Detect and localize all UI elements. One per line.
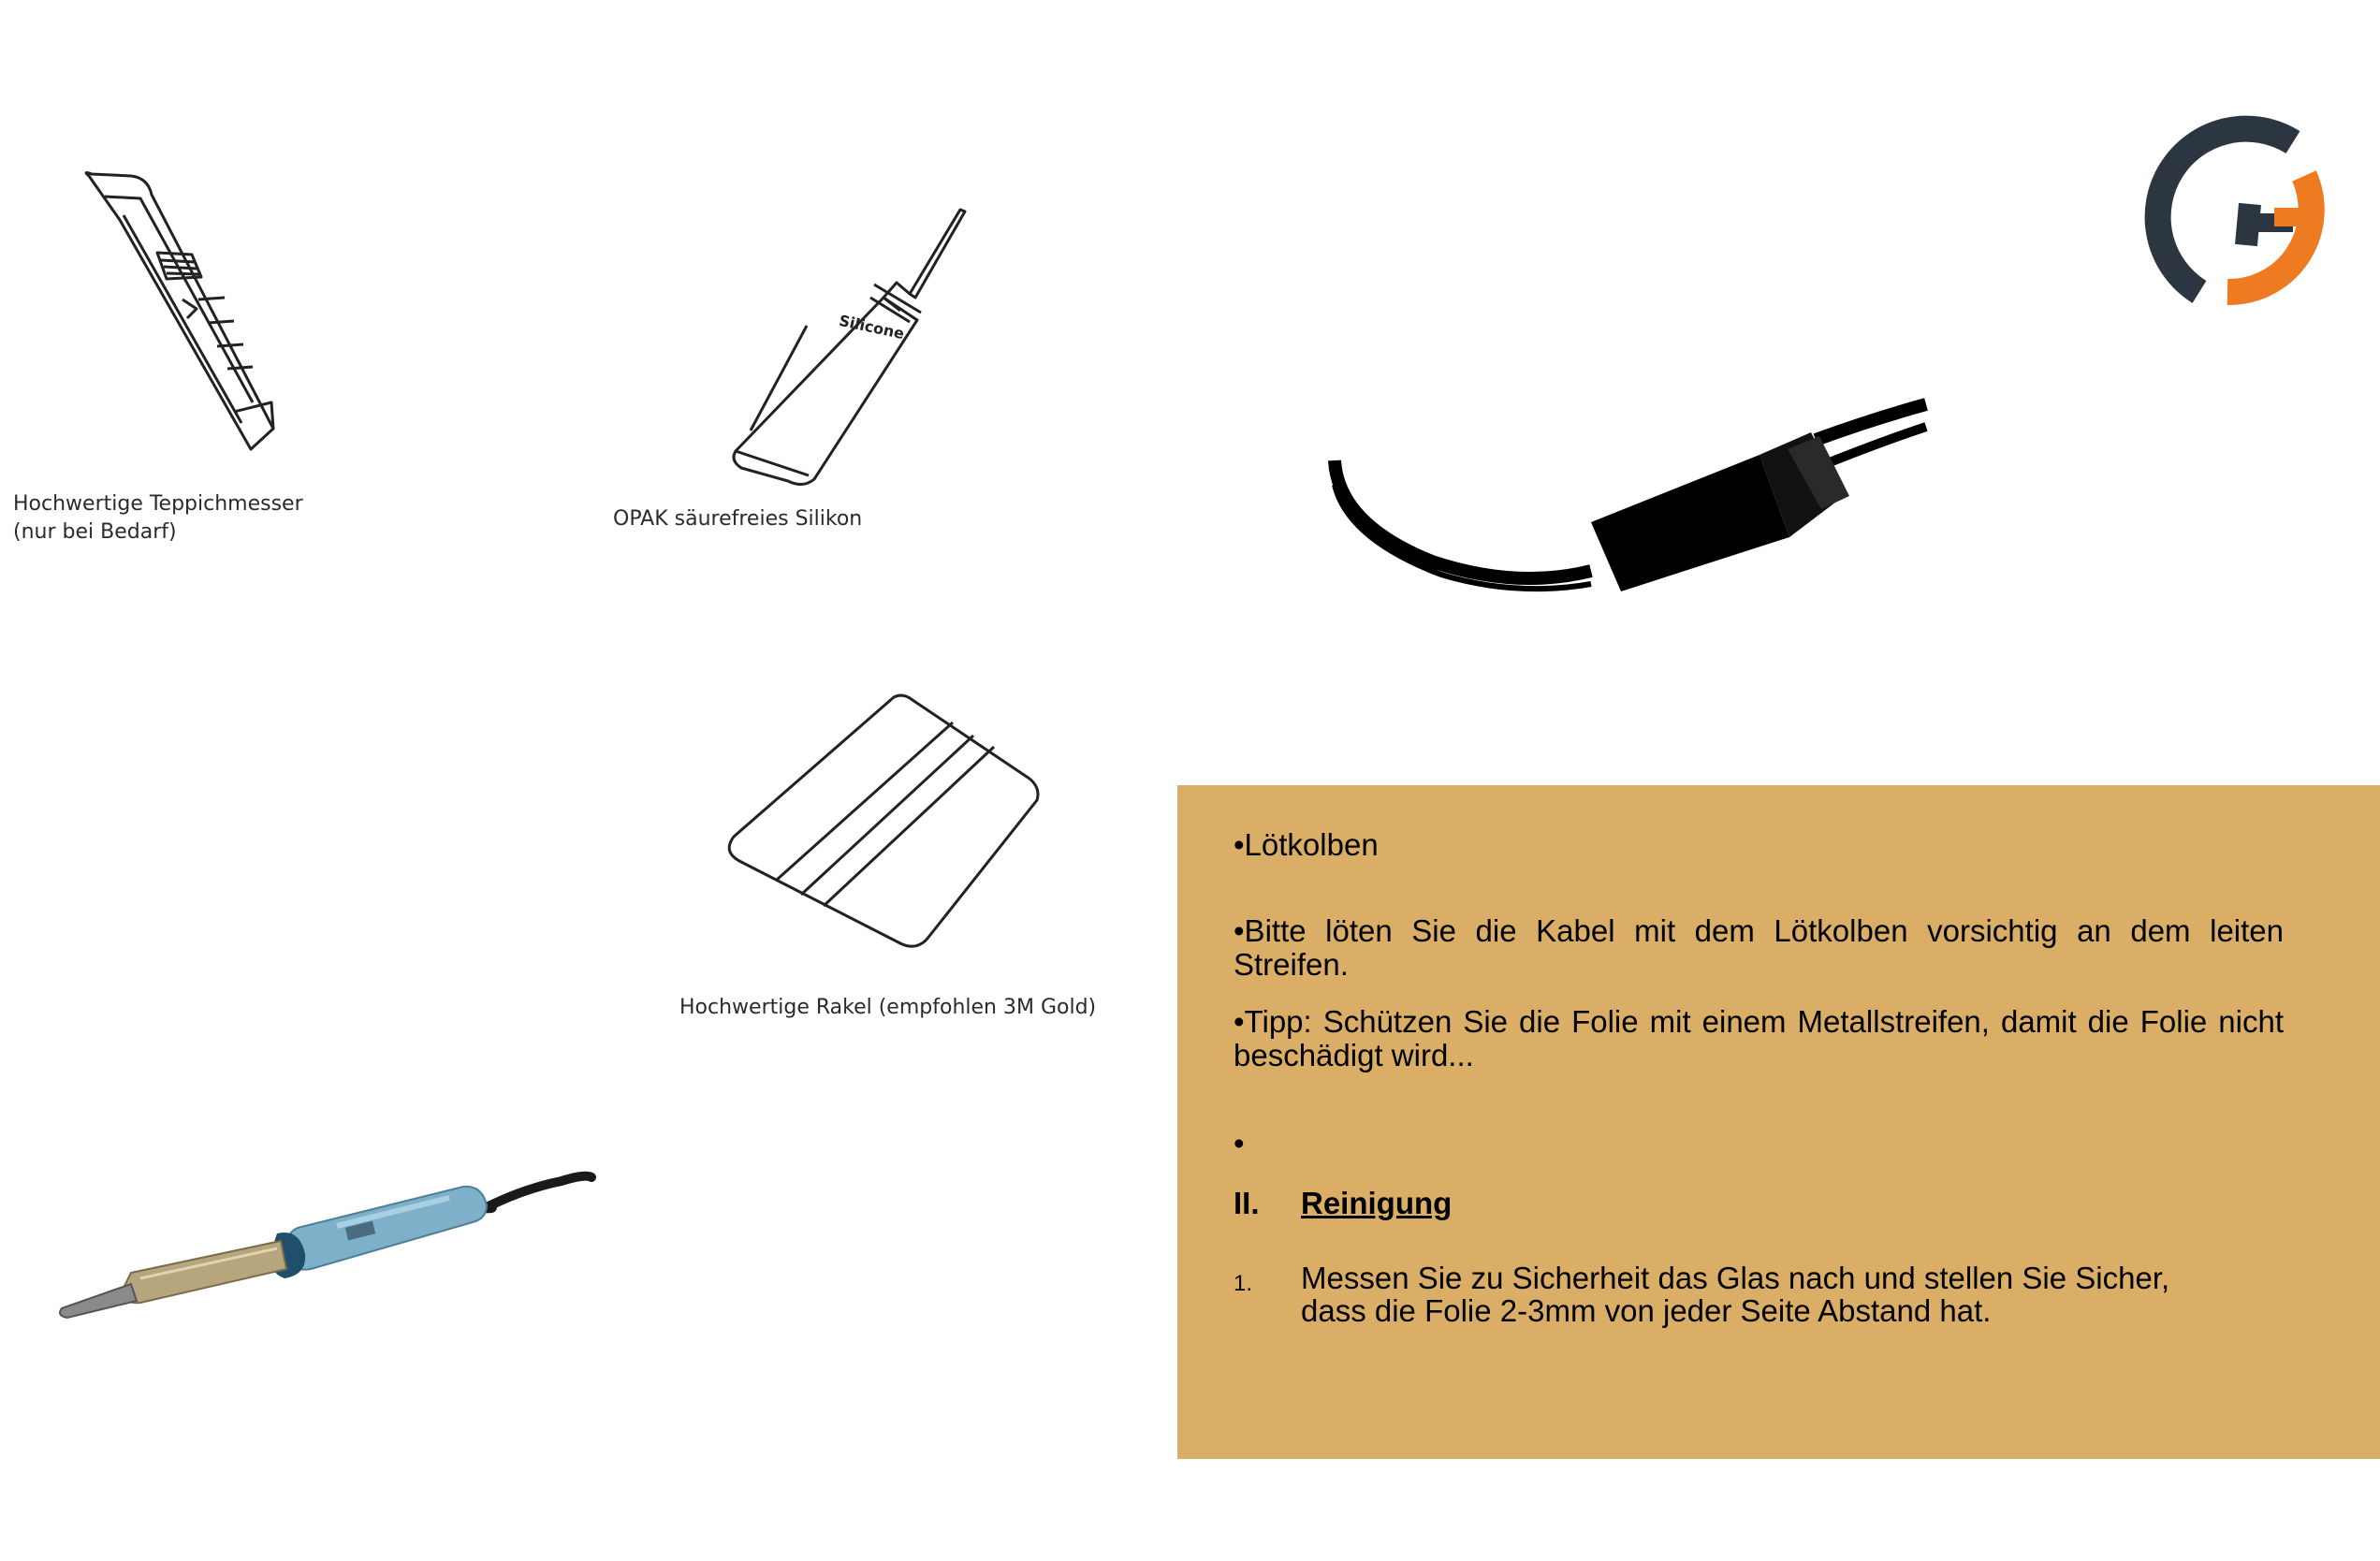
panel-bullet-solder-cables: •Bitte löten Sie die Kabel mit dem Lötkolben vorsichtig an dem leiten Streifen. bbox=[1234, 913, 2284, 982]
silicone-caption: OPAK säurefreies Silikon bbox=[613, 507, 863, 531]
silicone-tube-label: Silicone bbox=[837, 311, 906, 343]
step-number: 1. bbox=[1234, 1271, 1253, 1296]
squeegee-caption: Hochwertige Rakel (empfohlen 3M Gold) bbox=[679, 996, 1097, 1019]
section-number: II. bbox=[1234, 1186, 1260, 1220]
cutter-caption-line-2: (nur bei Bedarf) bbox=[13, 520, 177, 544]
section-title: Reinigung bbox=[1301, 1186, 1453, 1220]
cutter-caption-line-1: Hochwertige Teppichmesser bbox=[13, 492, 303, 516]
instructions-panel bbox=[1177, 785, 2380, 1459]
step-text-line-1: Messen Sie zu Sicherheit das Glas nach und stellen Sie Sicher, bbox=[1301, 1261, 2170, 1295]
panel-bullet-tip: •Tipp: Schützen Sie die Folie mit einem Metallstreifen, damit die Folie nicht beschädigt wird... bbox=[1234, 1004, 2284, 1072]
step-text-line-2: dass die Folie 2-3mm von jeder Seite Abstand hat. bbox=[1301, 1293, 1992, 1328]
panel-bullet-soldering-iron: •Lötkolben bbox=[1234, 827, 1379, 862]
panel-bullet-empty: • bbox=[1234, 1126, 1245, 1160]
